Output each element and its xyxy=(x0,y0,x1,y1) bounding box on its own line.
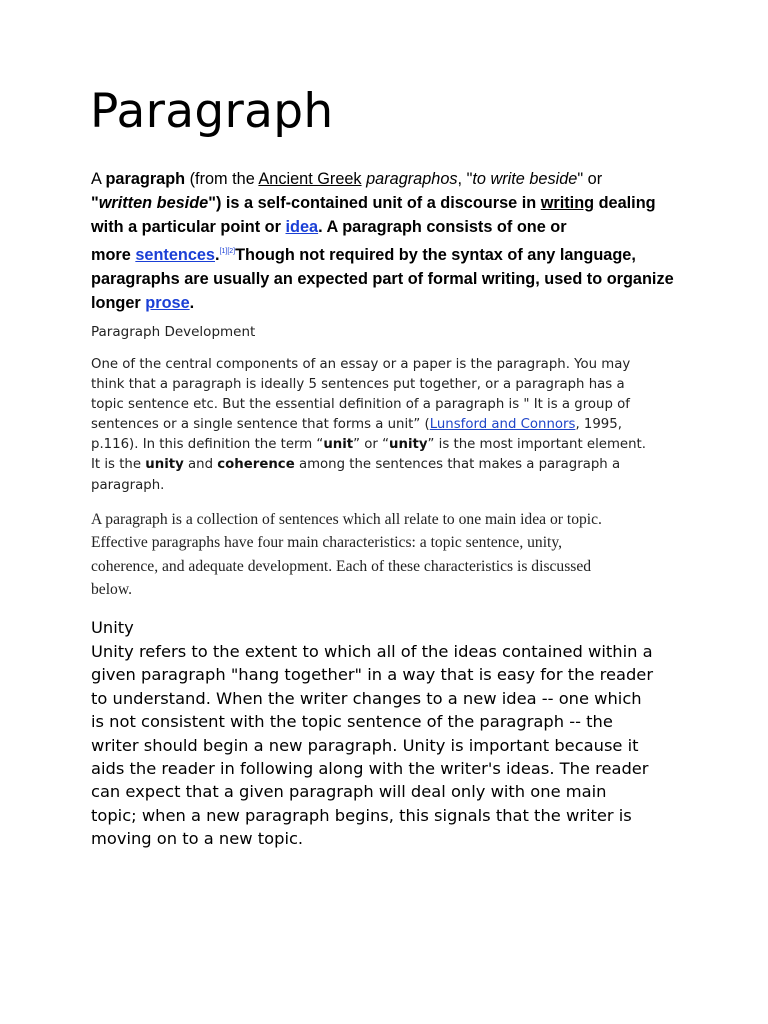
intro-italic-run: to write beside xyxy=(472,170,578,188)
intro-text-run: paragraphs are usually an expected part of formal writing, used to organize xyxy=(91,269,674,288)
development-text-run: and xyxy=(183,457,218,473)
development-text-run: ” or “ xyxy=(353,437,390,453)
intro-text-run: Though not required by the syntax of any language, xyxy=(235,245,636,264)
development-text-run: One of the central components of an essay or a paper is the paragraph. You may xyxy=(91,357,631,372)
intro-text-run: " or xyxy=(577,170,603,188)
unity-paragraph xyxy=(91,640,711,851)
intro-text-run: writing xyxy=(540,194,595,213)
intro-text-run: (from the xyxy=(185,170,259,188)
development-text-run: among the sentences that makes a paragraph a xyxy=(294,457,621,473)
characteristics-line: coherence, and adequate development. Each of these characteristics is discussed xyxy=(91,557,592,575)
development-heading: Paragraph Development xyxy=(91,324,256,340)
intro-text-run: paragraph xyxy=(105,170,186,188)
unity-line: topic; when a new paragraph begins, this signals that the writer is xyxy=(91,805,632,825)
unity-line: writer should begin a new paragraph. Unity is important because it xyxy=(91,735,639,755)
characteristics-paragraph xyxy=(91,508,691,602)
unity-line: Unity refers to the extent to which all of the ideas contained within a xyxy=(91,642,653,661)
intro-text-run: with a particular point or xyxy=(91,218,286,237)
intro-text-run: A xyxy=(91,170,106,188)
unity-line: is not consistent with the topic sentence of the paragraph -- the xyxy=(91,712,613,732)
intro-text-run xyxy=(472,170,577,188)
development-text-run: , 1995, xyxy=(575,417,622,433)
unity-line: given paragraph "hang together" in a way that is easy for the reader xyxy=(91,665,654,685)
development-bold-run: unity xyxy=(389,437,428,453)
prose-link[interactable]: prose xyxy=(145,294,190,313)
sentences-link[interactable]: sentences xyxy=(135,245,215,264)
unity-line: moving on to a new topic. xyxy=(91,829,304,849)
development-bold-run: unit xyxy=(323,437,354,453)
intro-text-run: . A paragraph consists of one or xyxy=(318,218,567,237)
development-text-run: p.116). In this definition the term “ xyxy=(91,437,324,453)
intro-text-run: more xyxy=(91,245,136,264)
intro-text-run: , " xyxy=(457,170,473,188)
development-text-run: think that a paragraph is ideally 5 sentences put together, or a paragraph has a xyxy=(91,377,625,393)
reference-superscript[interactable]: [1][2] xyxy=(219,247,236,255)
intro-text-run: " xyxy=(91,194,99,213)
unity-line: aids the reader in following along with the writer's ideas. The reader xyxy=(91,759,649,779)
intro-italic-run: written beside xyxy=(98,194,209,213)
development-text-run: sentences or a single sentence that forms a unit” ( xyxy=(91,417,430,433)
development-text-run: It is the xyxy=(91,457,146,473)
intro-italic-run: paragraphos xyxy=(366,170,458,188)
lunsford-and-connors-link[interactable]: Lunsford and Connors xyxy=(429,417,576,433)
unity-line: can expect that a given paragraph will deal only with one main xyxy=(91,782,607,802)
unity-line: to understand. When the writer changes to a new idea -- one which xyxy=(91,688,642,708)
development-text-run: topic sentence etc. But the essential definition of a paragraph is " It is a group of xyxy=(91,397,630,413)
development-text-run xyxy=(145,457,184,472)
development-text-run xyxy=(323,437,353,452)
development-text-run xyxy=(389,437,428,452)
intro-text-run: longer xyxy=(91,294,146,313)
intro-text-run: dealing xyxy=(594,194,656,213)
intro-text-run xyxy=(366,170,457,188)
intro-text-run: ") is a self-contained unit of a discourse in xyxy=(208,194,541,213)
unity-heading: Unity xyxy=(91,618,134,637)
intro-text-run: . xyxy=(215,245,220,264)
development-text-run: ” is the most important element. xyxy=(427,437,646,453)
development-paragraph xyxy=(91,355,691,496)
idea-link[interactable]: idea xyxy=(285,218,319,237)
development-bold-run: unity xyxy=(145,457,184,473)
intro-text-run: Ancient Greek xyxy=(258,170,362,188)
characteristics-line: Effective paragraphs have four main characteristics: a topic sentence, unity, xyxy=(91,534,563,552)
characteristics-line: A paragraph is a collection of sentences which all relate to one main idea or topic. xyxy=(91,511,602,528)
development-text-run xyxy=(217,457,294,472)
development-text-run: paragraph. xyxy=(91,477,165,493)
characteristics-line: below. xyxy=(91,581,132,599)
development-bold-run: coherence xyxy=(217,457,295,473)
intro-text-run: . xyxy=(189,294,195,313)
intro-text-run xyxy=(99,194,208,212)
page-title: Paragraph xyxy=(90,84,334,139)
intro-paragraph xyxy=(91,167,691,315)
